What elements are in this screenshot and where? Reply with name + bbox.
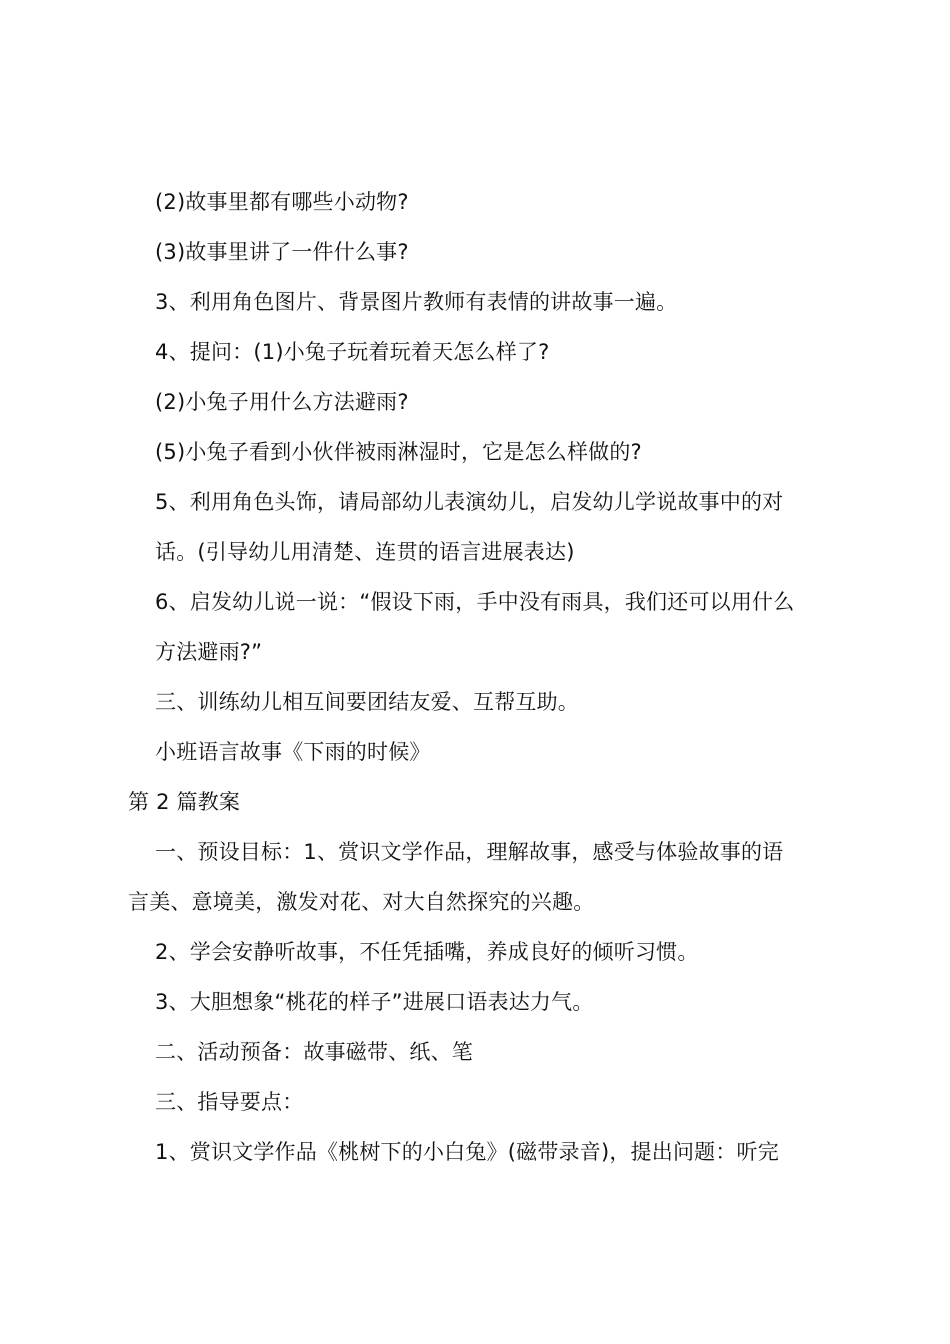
text-line-goal-2: 2、学会安静听故事，不任凭插嘴，养成良好的倾听习惯。 [155, 940, 699, 964]
text-line-goal-3: 3、大胆想象“桃花的样子”进展口语表达力气。 [155, 990, 594, 1014]
text-line-preparation: 二、活动预备：故事磁带、纸、笔 [155, 1040, 473, 1064]
text-line-story-title: 小班语言故事《下雨的时候》 [155, 740, 431, 764]
lesson-plan-heading: 第 2 篇教案 [128, 790, 241, 814]
text-line-step-4-q5: (5)小兔子看到小伙伴被雨淋湿时，它是怎么样做的? [155, 440, 642, 464]
text-line-step-4: 4、提问：(1)小兔子玩着玩着天怎么样了? [155, 340, 550, 364]
text-line-question-3: (3)故事里讲了一件什么事? [155, 240, 409, 264]
text-line-step-5: 5、利用角色头饰，请局部幼儿表演幼儿，启发幼儿学说故事中的对 [155, 490, 784, 514]
text-line-goal-1: 一、预设目标：1、赏识文学作品，理解故事，感受与体验故事的语 [155, 840, 784, 864]
text-line-step-6-cont: 方法避雨?” [155, 640, 263, 664]
text-line-step-5-cont: 话。(引导幼儿用清楚、连贯的语言进展表达) [155, 540, 575, 564]
text-line-guidance: 三、指导要点： [155, 1090, 304, 1114]
text-line-guidance-1: 1、赏识文学作品《桃树下的小白兔》(磁带录音)，提出问题：听完 [155, 1140, 779, 1164]
text-line-goal-1-cont: 言美、意境美，激发对花、对大自然探究的兴趣。 [128, 890, 595, 914]
text-line-step-6: 6、启发幼儿说一说：“假设下雨，手中没有雨具，我们还可以用什么 [155, 590, 795, 614]
text-line-section-3: 三、训练幼儿相互间要团结友爱、互帮互助。 [155, 690, 579, 714]
text-line-question-2: (2)故事里都有哪些小动物? [155, 190, 409, 214]
text-line-step-4-q2: (2)小兔子用什么方法避雨? [155, 390, 409, 414]
text-line-step-3: 3、利用角色图片、背景图片教师有表情的讲故事一遍。 [155, 290, 678, 314]
